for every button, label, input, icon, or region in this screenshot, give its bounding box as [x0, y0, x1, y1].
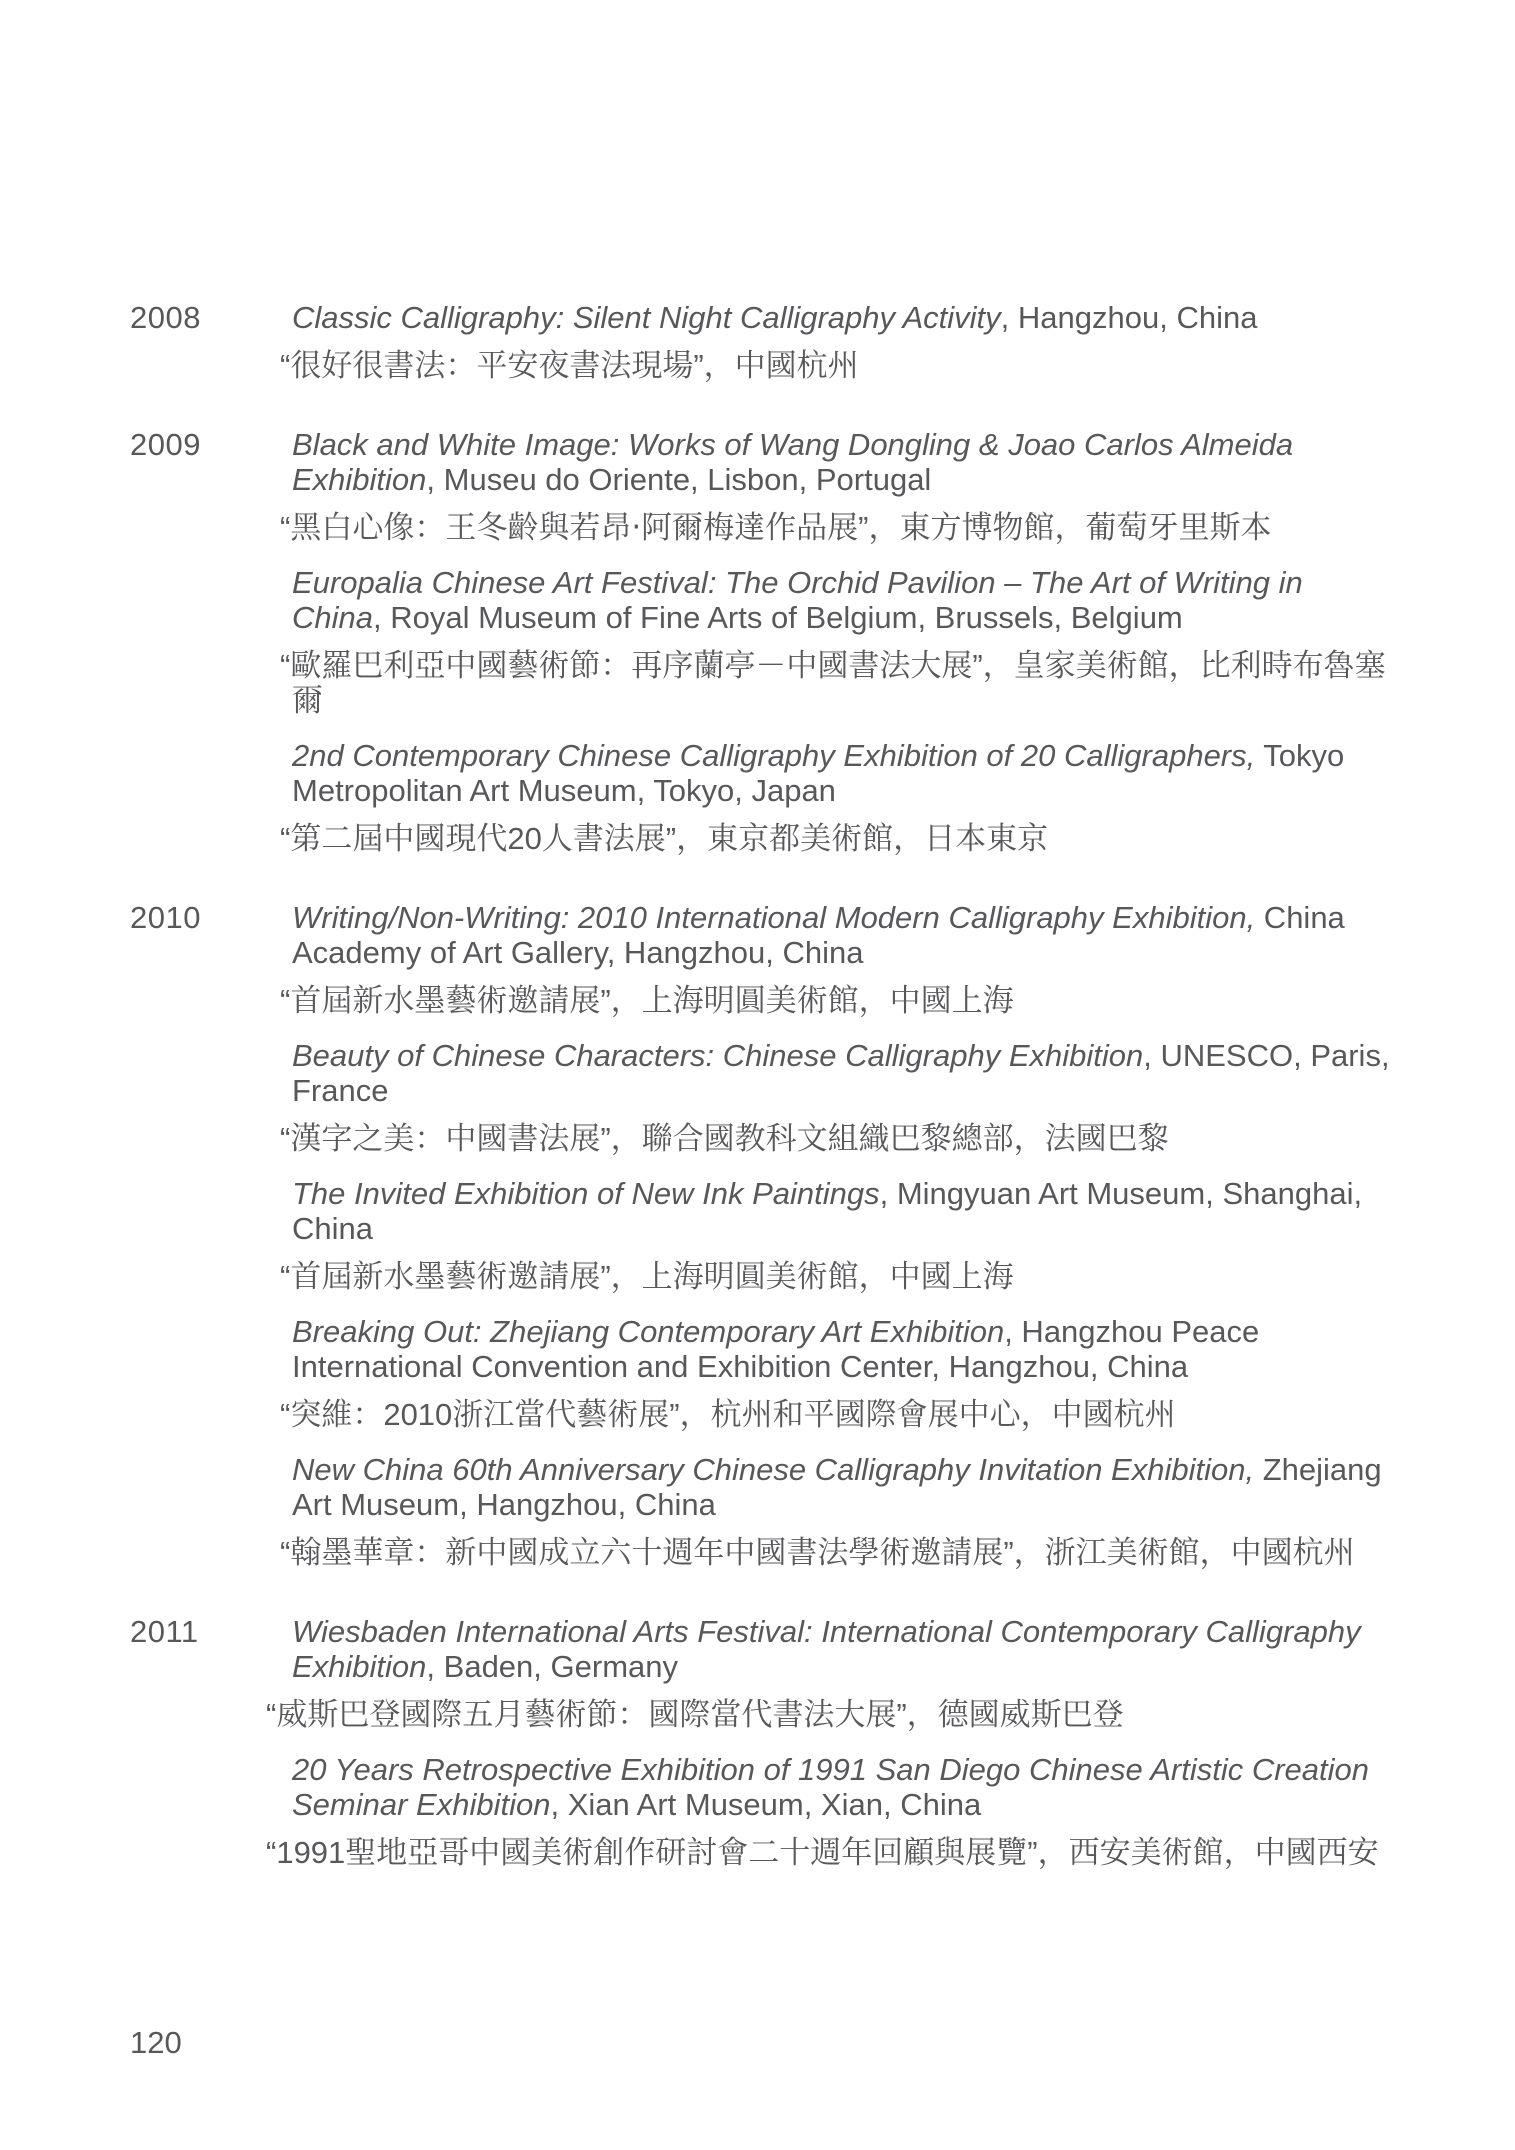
- year-entries: [280, 427, 1400, 876]
- exhibition-title-line: [292, 1752, 1400, 1822]
- exhibition-entry: [280, 1314, 1400, 1432]
- exhibition-venue: Tokyo Metropolitan Art Museum, Tokyo, Japan: [292, 738, 1345, 808]
- exhibition-title: Wiesbaden International Arts Festival: International Contemporary Calligraphy Exhibition: [292, 1614, 1361, 1684]
- exhibition-title-line: [292, 1176, 1400, 1246]
- year-label: 2011: [130, 1614, 199, 1649]
- exhibition-entry: [280, 1038, 1400, 1156]
- exhibition-title-line: [292, 1614, 1400, 1684]
- exhibition-title-chinese: “首屆新水墨藝術邀請展”，上海明圓美術館，中國上海: [280, 1259, 1014, 1294]
- exhibition-title: Europalia Chinese Art Festival: The Orchid Pavilion – The Art of Writing in China: [292, 565, 1303, 635]
- year-section-2008: [130, 300, 1420, 403]
- exhibition-title: 20 Years Retrospective Exhibition of 1991 San Diego Chinese Artistic Creation Seminar Exhibition: [292, 1752, 1369, 1822]
- exhibition-entry: [280, 565, 1400, 718]
- exhibition-title: The Invited Exhibition of New Ink Paintings: [292, 1176, 880, 1211]
- year-section-2009: [130, 427, 1420, 876]
- exhibition-title-chinese: “突維：2010浙江當代藝術展”，杭州和平國際會展中心，中國杭州: [280, 1397, 1176, 1432]
- exhibition-title: Classic Calligraphy: Silent Night Calligraphy Activity: [292, 300, 1001, 335]
- exhibition-title-chinese: “漢字之美：中國書法展”，聯合國教科文組織巴黎總部，法國巴黎: [280, 1121, 1169, 1156]
- exhibition-title: Black and White Image: Works of Wang Dongling & Joao Carlos Almeida Exhibition: [292, 427, 1294, 497]
- exhibition-entry: [266, 1752, 1400, 1870]
- exhibition-title-line: [292, 1314, 1400, 1384]
- exhibition-title-line: [292, 738, 1400, 808]
- exhibition-venue: Zhejiang Art Museum, Hangzhou, China: [292, 1452, 1382, 1522]
- year-section-2011: [130, 1614, 1420, 1890]
- exhibition-title: 2nd Contemporary Chinese Calligraphy Exhibition of 20 Calligraphers,: [292, 738, 1256, 773]
- exhibition-venue: , Hangzhou, China: [1000, 300, 1258, 335]
- exhibition-venue: , Museu do Oriente, Lisbon, Portugal: [426, 462, 932, 497]
- exhibition-title-chinese: “歐羅巴利亞中國藝術節：再序蘭亭－中國書法大展”，皇家美術館，比利時布魯塞爾: [280, 648, 1386, 718]
- exhibition-list: [130, 300, 1420, 1914]
- exhibition-venue: , Xian Art Museum, Xian, China: [550, 1787, 982, 1822]
- exhibition-entry: [280, 427, 1400, 545]
- exhibition-title: Breaking Out: Zhejiang Contemporary Art Exhibition: [292, 1314, 1005, 1349]
- exhibition-entry: [280, 900, 1400, 1018]
- exhibition-title-chinese: “首屆新水墨藝術邀請展”，上海明圓美術館，中國上海: [280, 983, 1014, 1018]
- exhibition-title: Writing/Non-Writing: 2010 International Modern Calligraphy Exhibition,: [292, 900, 1256, 935]
- exhibition-entry: [280, 1176, 1400, 1294]
- exhibition-entry: [280, 1452, 1400, 1570]
- exhibition-title: New China 60th Anniversary Chinese Calligraphy Invitation Exhibition,: [292, 1452, 1255, 1487]
- exhibition-entry: [266, 1614, 1400, 1732]
- exhibition-title-chinese: “很好很書法：平安夜書法現場”，中國杭州: [280, 348, 859, 383]
- exhibition-venue: , UNESCO, Paris, France: [292, 1038, 1390, 1108]
- year-entries: [266, 1614, 1400, 1890]
- exhibition-title-chinese: “威斯巴登國際五月藝術節：國際當代書法大展”，德國威斯巴登: [266, 1697, 1124, 1732]
- exhibition-title-chinese: “1991聖地亞哥中國美術創作研討會二十週年回顧與展覽”，西安美術館，中國西安: [266, 1835, 1379, 1870]
- exhibition-title-chinese: “第二屆中國現代20人書法展”，東京都美術館，日本東京: [280, 821, 1049, 856]
- exhibition-venue: , Hangzhou Peace International Convention and Exhibition Center, Hangzhou, China: [292, 1314, 1260, 1384]
- page-number: 120: [130, 2025, 182, 2060]
- exhibition-venue: , Mingyuan Art Museum, Shanghai, China: [292, 1176, 1363, 1246]
- year-entries: [280, 300, 1400, 403]
- year-label: 2008: [130, 300, 201, 335]
- exhibition-entry: [280, 738, 1400, 856]
- exhibition-entry: [280, 300, 1400, 383]
- year-entries: [280, 900, 1400, 1590]
- exhibition-venue: , Royal Museum of Fine Arts of Belgium, Brussels, Belgium: [373, 600, 1183, 635]
- year-label: 2010: [130, 900, 201, 935]
- year-section-2010: [130, 900, 1420, 1590]
- exhibition-title-line: [292, 1452, 1400, 1522]
- exhibition-title-line: [292, 565, 1400, 635]
- exhibition-title: Beauty of Chinese Characters: Chinese Calligraphy Exhibition: [292, 1038, 1144, 1073]
- exhibition-title-chinese: “黑白心像：王冬齡與若昂‧阿爾梅達作品展”，東方博物館，葡萄牙里斯本: [280, 510, 1272, 545]
- exhibition-title-line: [292, 900, 1400, 970]
- exhibition-title-line: [292, 427, 1400, 497]
- year-label: 2009: [130, 427, 201, 462]
- exhibition-venue: China Academy of Art Gallery, Hangzhou, China: [292, 900, 1345, 970]
- exhibition-venue: , Baden, Germany: [426, 1649, 678, 1684]
- exhibition-title-line: [292, 1038, 1400, 1108]
- exhibition-title-line: [292, 300, 1400, 335]
- exhibition-title-chinese: “翰墨華章：新中國成立六十週年中國書法學術邀請展”，浙江美術館，中國杭州: [280, 1535, 1355, 1570]
